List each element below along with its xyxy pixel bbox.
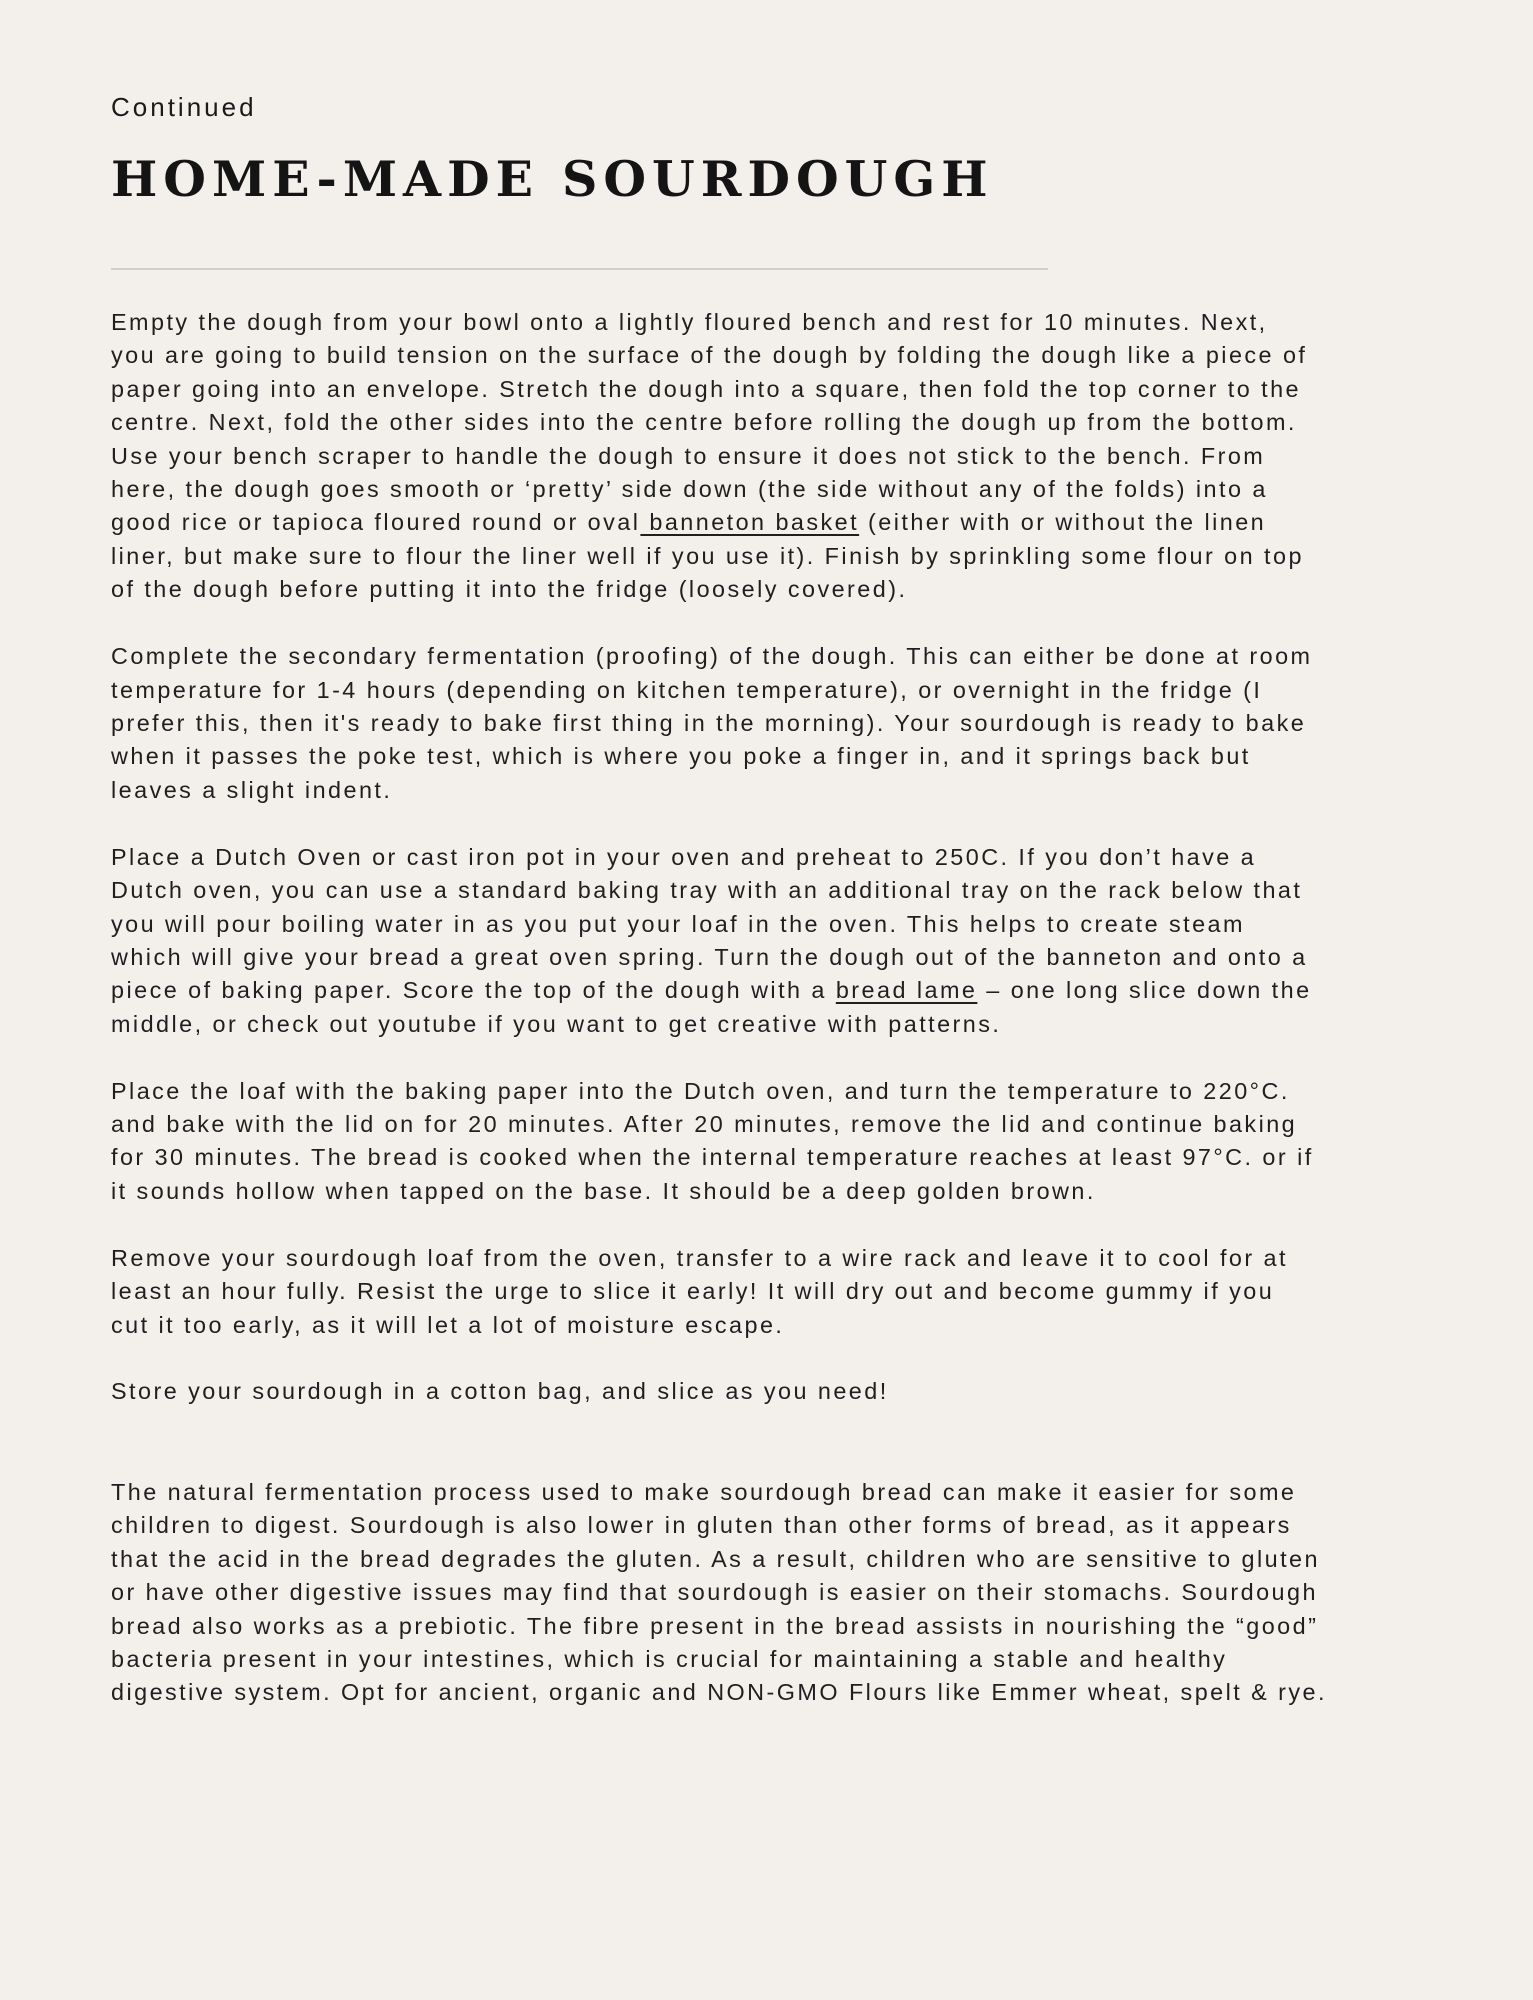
text-line: The natural fermentation process used to make sourdough bread can make it easier for some bbox=[111, 1478, 1297, 1505]
text-line: you will pour boiling water in as you put your loaf in the oven. This helps to create steam bbox=[111, 910, 1245, 937]
text-line: and bake with the lid on for 20 minutes. After 20 minutes, remove the lid and continue baking bbox=[111, 1111, 1298, 1138]
text-line: paper going into an envelope. Stretch the dough into a square, then fold the top corner to the bbox=[111, 375, 1302, 402]
paragraph-storage bbox=[111, 1375, 1391, 1408]
text-segment: good rice or tapioca floured round or oval bbox=[111, 509, 641, 536]
text-line bbox=[111, 974, 1391, 1007]
text-line: Empty the dough from your bowl onto a lightly floured bench and rest for 10 minutes. Next, bbox=[111, 309, 1268, 335]
text-segment: (either with or without the linen bbox=[859, 509, 1267, 536]
text-line: it sounds hollow when tapped on the base. It should be a deep golden brown. bbox=[111, 1177, 1096, 1204]
page-title: HOME-MADE SOURDOUGH bbox=[111, 150, 994, 208]
text-line: Place the loaf with the baking paper into the Dutch oven, and turn the temperature to 220°C. bbox=[111, 1077, 1290, 1104]
paragraph-shaping bbox=[111, 306, 1391, 607]
text-line: prefer this, then it's ready to bake first thing in the morning). Your sourdough is ready to bake bbox=[111, 709, 1307, 736]
paragraph-benefits bbox=[111, 1476, 1391, 1710]
continued-label: Continued bbox=[111, 92, 257, 122]
text-line: of the dough before putting it into the fridge (loosely covered). bbox=[111, 576, 908, 603]
text-line: centre. Next, fold the other sides into the centre before rolling the dough up from the bottom. bbox=[111, 409, 1297, 436]
recipe-body bbox=[111, 306, 1391, 1743]
text-line: when it passes the poke test, which is where you poke a finger in, and it springs back but bbox=[111, 743, 1251, 770]
text-segment: piece of baking paper. Score the top of the dough with a bbox=[111, 977, 836, 1004]
paragraph-proofing bbox=[111, 640, 1391, 807]
text-line: which will give your bread a great oven spring. Turn the dough out of the banneton and onto a bbox=[111, 943, 1308, 970]
text-line: children to digest. Sourdough is also lower in gluten than other forms of bread, as it appears bbox=[111, 1512, 1292, 1539]
text-line: Complete the secondary fermentation (proofing) of the dough. This can either be done at room bbox=[111, 643, 1313, 670]
text-line: cut it too early, as it will let a lot of moisture escape. bbox=[111, 1311, 785, 1338]
text-line: Remove your sourdough loaf from the oven, transfer to a wire rack and leave it to cool for at bbox=[111, 1244, 1288, 1271]
text-line: middle, or check out youtube if you want to get creative with patterns. bbox=[111, 1010, 1002, 1037]
text-line: you are going to build tension on the surface of the dough by folding the dough like a piece of bbox=[111, 342, 1308, 369]
bread-lame-link[interactable]: bread lame bbox=[835, 977, 978, 1004]
text-line: for 30 minutes. The bread is cooked when the internal temperature reaches at least 97°C. or if bbox=[111, 1144, 1314, 1171]
text-line: Use your bench scraper to handle the dough to ensure it does not stick to the bench. From bbox=[111, 442, 1266, 469]
text-line: Dutch oven, you can use a standard baking tray with an additional tray on the rack below that bbox=[111, 877, 1303, 904]
text-line bbox=[111, 506, 1391, 539]
paragraph-preheat bbox=[111, 841, 1391, 1041]
text-line: or have other digestive issues may find that sourdough is easier on their stomachs. Sourdough bbox=[111, 1579, 1318, 1606]
text-line: temperature for 1-4 hours (depending on kitchen temperature), or overnight in the fridge (I bbox=[111, 676, 1263, 703]
paragraph-baking bbox=[111, 1075, 1391, 1209]
text-segment: – one long slice down the bbox=[977, 977, 1312, 1004]
text-line: liner, but make sure to flour the liner well if you use it). Finish by sprinkling some flour on top bbox=[111, 542, 1304, 569]
paragraph-cooling bbox=[111, 1242, 1391, 1342]
text-line: that the acid in the bread degrades the gluten. As a result, children who are sensitive to gluten bbox=[111, 1545, 1320, 1572]
title-divider bbox=[111, 268, 1048, 270]
text-line: leaves a slight indent. bbox=[111, 776, 393, 803]
text-line: here, the dough goes smooth or ‘pretty’ side down (the side without any of the folds) into a bbox=[111, 476, 1268, 503]
text-line: least an hour fully. Resist the urge to slice it early! It will dry out and become gummy if you bbox=[111, 1278, 1275, 1305]
banneton-basket-link[interactable]: banneton basket bbox=[640, 509, 860, 536]
text-line: bread also works as a prebiotic. The fibre present in the bread assists in nourishing the “good” bbox=[111, 1612, 1319, 1639]
text-line: Place a Dutch Oven or cast iron pot in your oven and preheat to 250C. If you don’t have a bbox=[111, 843, 1257, 870]
text-line: Store your sourdough in a cotton bag, and slice as you need! bbox=[111, 1378, 889, 1405]
text-line: bacteria present in your intestines, which is crucial for maintaining a stable and healthy bbox=[111, 1645, 1228, 1672]
text-line: digestive system. Opt for ancient, organic and NON-GMO Flours like Emmer wheat, spelt & rye. bbox=[111, 1679, 1327, 1706]
